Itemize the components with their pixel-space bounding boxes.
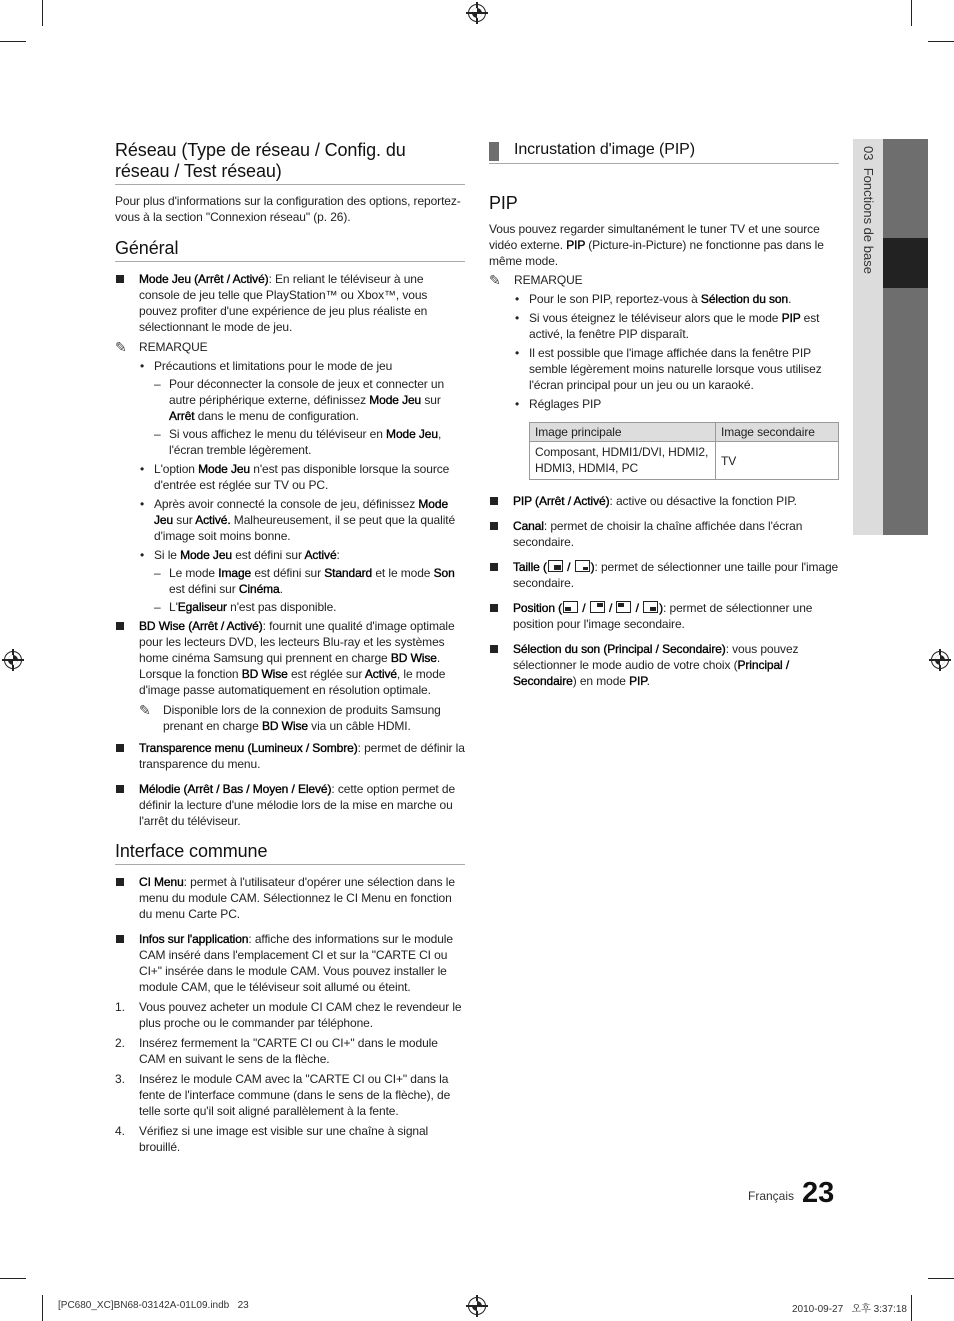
list-item-transparence: Transparence menu (Lumineux / Sombre): permet de définir la transparence du menu. [115, 740, 465, 772]
reseau-intro: Pour plus d'informations sur la configuration des options, reportez-vous à la section "Connexion réseau" (p. 26). [115, 194, 461, 224]
list-item-bd-wise: BD Wise (Arrêt / Activé): fournit une qualité d'image optimale pour les lecteurs DVD, les lecteurs Blu-ray et les systèmes home cinéma Samsung qui prennent en charge BD Wise. Lorsque la fonction BD Wise est réglée sur Activé, le mode d'image passe automatiquement en résolution optimale. ✎ Disponible lors de la connexion de produits Samsung prenant en charge BD Wise via un câble HDMI. [115, 618, 465, 734]
registration-mark-icon [468, 1297, 486, 1315]
registration-mark-icon [931, 651, 949, 669]
crop-mark [911, 0, 912, 26]
pip-position-top-right-icon [590, 601, 605, 613]
note-bullet: • Si le Mode Jeu est défini sur Activé: [140, 548, 340, 562]
section-header-pip: Incrustation d'image (PIP) [489, 140, 839, 164]
square-bullet-icon [490, 645, 498, 653]
square-bullet-icon [116, 744, 124, 752]
list-item-ci-menu: CI Menu: permet à l'utilisateur d'opérer une sélection dans le menu du module CAM. Sélectionnez le CI Menu en fonction du menu Carte PC. [115, 874, 465, 922]
pip-size-large-icon [548, 560, 563, 572]
note-bullet: • Il est possible que l'image affichée dans la fenêtre PIP semble légèrement moins naturelle lorsque vous utilisez l'écran principal pour un jeu ou un karaoké. [515, 346, 822, 392]
crop-mark [0, 1278, 26, 1279]
table-cell: TV [716, 442, 839, 480]
crop-mark [42, 0, 43, 26]
pip-position-top-left-icon [616, 601, 631, 613]
section-title-interface: Interface commune [115, 841, 465, 865]
pip-title: PIP [489, 193, 518, 213]
crop-mark [0, 41, 26, 42]
square-bullet-icon [116, 275, 124, 283]
note-bullet: • Pour le son PIP, reportez-vous à Sélection du son. [515, 292, 792, 306]
step-item: 1. Vous pouvez acheter un module CI CAM chez le revendeur le plus proche ou le commander par téléphone. [115, 1000, 462, 1030]
list-item-position: Position ( / / / ): permet de sélectionner une position pour l'image secondaire. [489, 600, 839, 632]
note-dash: – Pour déconnecter la console de jeux et connecter un autre périphérique externe, définissez Mode Jeu sur Arrêt dans le menu de configuration. [154, 377, 445, 423]
side-tab-marker [883, 238, 928, 288]
chapter-number: 03 [861, 146, 876, 161]
crop-mark [911, 1295, 912, 1321]
registration-mark-icon [468, 4, 486, 22]
pip-position-bottom-right-icon [643, 601, 658, 613]
note-bullet: • Si vous éteignez le téléviseur alors que le mode PIP est activé, la fenêtre PIP disparaît. [515, 311, 820, 341]
note-dash: – Le mode Image est défini sur Standard et le mode Son est défini sur Cinéma. [154, 566, 455, 596]
list-item-mode-jeu: Mode Jeu (Arrêt / Activé): En reliant le téléviseur à une console de jeu telle que PlayStation™ ou Xbox™, vous pouvez profiter d'une expérience de jeu plus réaliste en sélectionnant le mode de jeu. [115, 271, 465, 335]
right-column [489, 140, 839, 689]
pip-position-bottom-left-icon [563, 601, 578, 613]
pip-intro: Vous pouvez regarder simultanément le tuner TV et une source vidéo externe. PIP (Picture-in-Picture) ne fonctionne pas dans le même mode. [489, 222, 824, 268]
square-bullet-icon [116, 785, 124, 793]
list-item-canal: Canal: permet de choisir la chaîne affichée dans l'écran secondaire. [489, 518, 839, 550]
pip-settings-table [529, 422, 839, 480]
list-item-selection-son: Sélection du son (Principal / Secondaire): vous pouvez sélectionner le mode audio de votre choix (Principal / Secondaire) en mode PIP. [489, 641, 839, 689]
print-file-info: [PC680_XC]BN68-03142A-01L09.indb 23 [58, 1300, 249, 1311]
chapter-title: Fonctions de base [861, 167, 876, 274]
note-block [115, 339, 465, 615]
square-bullet-icon [116, 935, 124, 943]
note-bullet: • Précautions et limitations pour le mode de jeu [140, 359, 393, 373]
pencil-note-icon: ✎ [139, 702, 151, 718]
section-title-reseau: Réseau (Type de réseau / Config. du réseau / Test réseau) [115, 140, 465, 185]
page-number: 23 [802, 1177, 835, 1209]
square-bullet-icon [490, 522, 498, 530]
list-item-melodie: Mélodie (Arrêt / Bas / Moyen / Elevé): cette option permet de définir la lecture d'une mélodie lors de la mise en marche ou l'arrêt du téléviseur. [115, 781, 465, 829]
note-block: ✎ REMARQUE • Pour le son PIP, reportez-vous à Sélection du son. • Si vous éteignez le téléviseur alors que le mode PIP est activé, la fenêtre PIP disparaît. • Il est possible que l'image affichée dans la fenêtre PIP semble légèrement moins naturelle lorsque vous utilisez l'écran principal pour un jeu ou un karaoké. • Réglages PIP [489, 272, 839, 412]
header-bar [489, 142, 499, 161]
pencil-note-icon: ✎ [115, 339, 127, 355]
note-bullet: • Réglages PIP [515, 397, 602, 411]
step-item: 3. Insérez le module CAM avec la "CARTE CI ou CI+" dans la fente de l'interface commune (dans le sens de la flèche), de telle sorte qu'il soit aligné parallèlement à la fente. [115, 1072, 451, 1118]
list-item-pip: PIP (Arrêt / Activé): active ou désactive la fonction PIP. [489, 493, 839, 509]
print-date: 2010-09-27 오후 3:37:18 [792, 1304, 907, 1315]
left-column [115, 140, 465, 1155]
footer-language: Français [748, 1189, 795, 1203]
crop-mark [42, 1295, 43, 1321]
section-title-general: Général [115, 238, 465, 262]
crop-mark [928, 41, 954, 42]
note-dash: – Si vous affichez le menu du téléviseur en Mode Jeu, l'écran tremble légèrement. [154, 427, 442, 457]
step-item: 2. Insérez fermement la "CARTE CI ou CI+" dans le module CAM en suivant le sens de la flèche. [115, 1036, 438, 1066]
pencil-note-icon: ✎ [489, 272, 501, 288]
step-item: 4. Vérifiez si une image est visible sur une chaîne à signal brouillé. [115, 1124, 429, 1154]
note-label: REMARQUE [139, 340, 208, 354]
square-bullet-icon [490, 497, 498, 505]
note-bullet: • L'option Mode Jeu n'est pas disponible lorsque la source d'entrée est réglée sur TV ou PC. [140, 462, 450, 492]
square-bullet-icon [116, 622, 124, 630]
side-tab-label [861, 146, 876, 274]
crop-mark [928, 1278, 954, 1279]
square-bullet-icon [116, 878, 124, 886]
list-item-infos-application: Infos sur l'application: affiche des informations sur le module CAM inséré dans l'emplacement CI et sur la "CARTE CI ou CI+" insérée dans le module CAM. Vous pouvez installer le module CAM, que le téléviseur soit allumé ou éteint. [115, 931, 465, 995]
table-header: Image principale [530, 423, 716, 442]
note-bullet: • Après avoir connecté la console de jeu, définissez Mode Jeu sur Activé. Malheureusement, il se peut que la qualité d'image soit moins bonne. [140, 497, 456, 543]
side-tab-dark [883, 139, 928, 535]
registration-mark-icon [4, 651, 22, 669]
list-item-taille: Taille ( / ): permet de sélectionner une taille pour l'image secondaire. [489, 559, 839, 591]
table-header: Image secondaire [716, 423, 839, 442]
pip-size-small-icon [575, 560, 590, 572]
table-cell: Composant, HDMI1/DVI, HDMI2, HDMI3, HDMI4, PC [530, 442, 716, 480]
note-block: ✎ Disponible lors de la connexion de produits Samsung prenant en charge BD Wise via un câble HDMI. [139, 702, 441, 733]
square-bullet-icon [490, 563, 498, 571]
note-dash: – L'Egaliseur n'est pas disponible. [154, 600, 337, 614]
square-bullet-icon [490, 604, 498, 612]
